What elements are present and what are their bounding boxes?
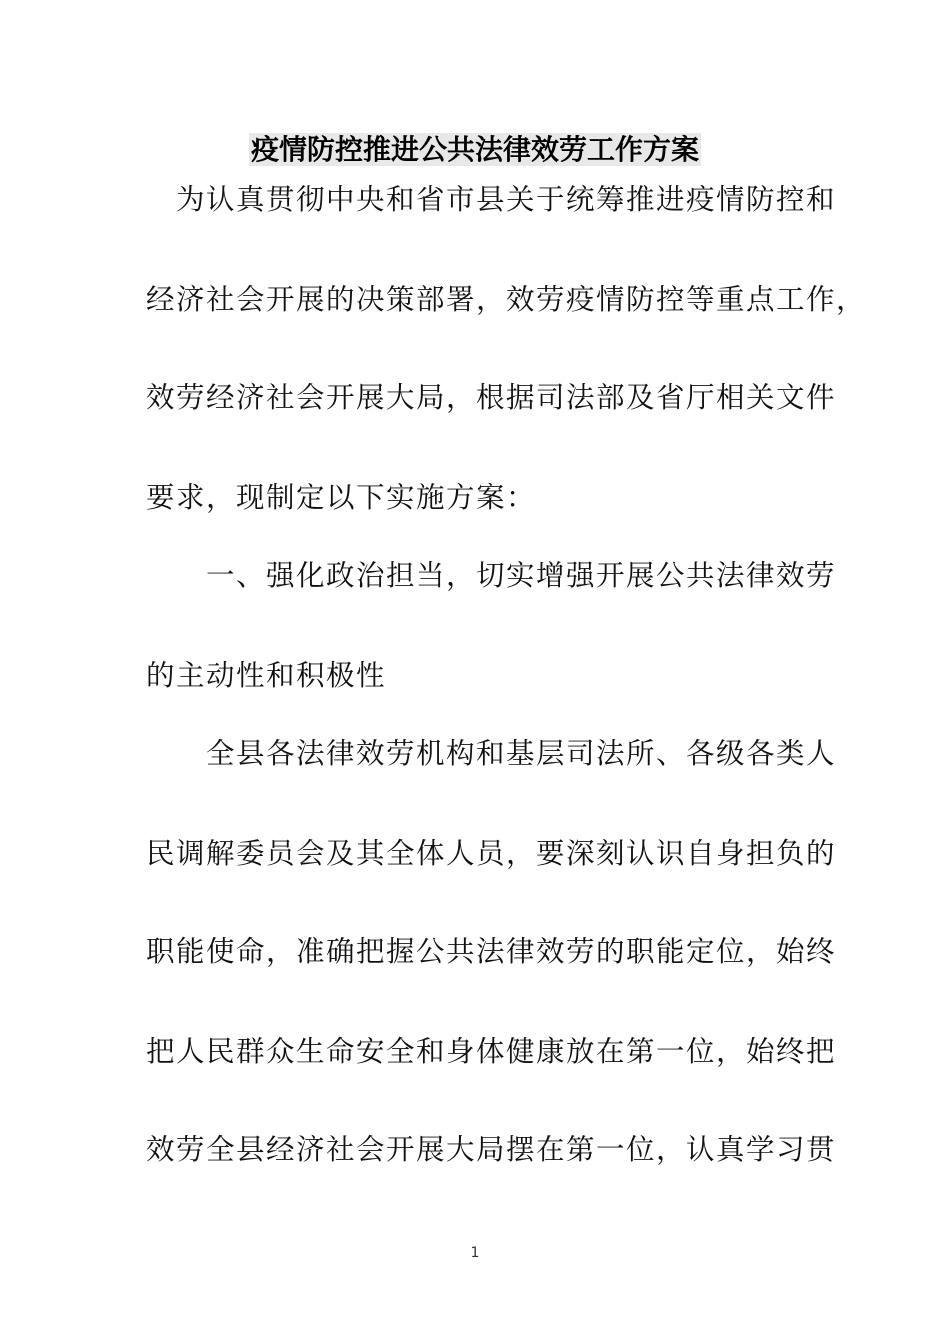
body-line: 效劳全县经济社会开展大局摆在第一位，认真学习贯: [146, 1133, 837, 1166]
body-line: 经济社会开展的决策部署，效劳疫情防控等重点工作，: [146, 283, 867, 316]
body-line: 要求，现制定以下实施方案：: [146, 481, 537, 514]
body-line: 全县各法律效劳机构和基层司法所、各级各类人: [146, 737, 837, 770]
section-heading-line: 的主动性和积极性: [146, 659, 387, 692]
document-title: [0, 130, 950, 170]
body-line: 民调解委员会及其全体人员，要深刻认识自身担负的: [146, 837, 837, 870]
document-title-text: 疫情防控推进公共法律效劳工作方案: [250, 133, 699, 166]
section-heading-line: 一、强化政治担当，切实增强开展公共法律效劳: [146, 559, 837, 592]
body-line: 把人民群众生命安全和身体健康放在第一位，始终把: [146, 1035, 837, 1068]
page-number: 1: [470, 1245, 480, 1261]
body-line: 为认真贯彻中央和省市县关于统筹推进疫情防控和: [146, 183, 837, 216]
body-line: 职能使命，准确把握公共法律效劳的职能定位，始终: [146, 935, 837, 968]
body-line: 效劳经济社会开展大局，根据司法部及省厅相关文件: [146, 381, 837, 414]
